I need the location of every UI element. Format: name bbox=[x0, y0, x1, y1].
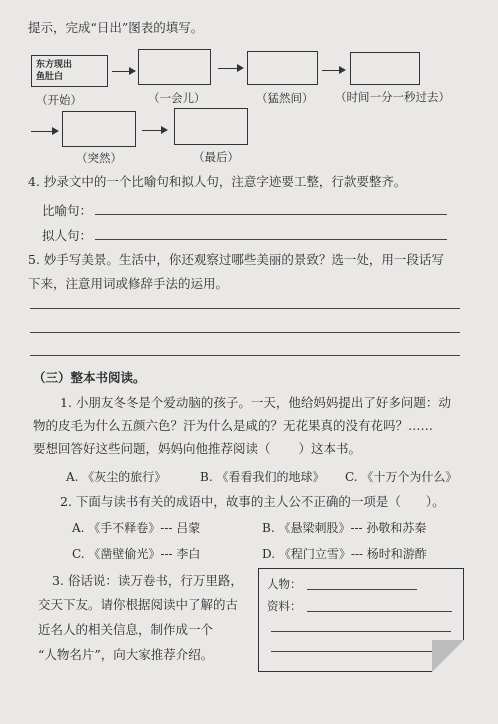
card-info-line[interactable] bbox=[271, 631, 451, 632]
s3-q2-stem: 2. 下面与读书有关的成语中，故事的主人公不正确的一项是（ ）。 bbox=[60, 494, 445, 509]
q4-personification-label: 拟人句： bbox=[42, 228, 93, 243]
q4-metaphor-answer-line[interactable] bbox=[95, 214, 447, 215]
flow-box-start-line2: 鱼肚白 bbox=[36, 72, 64, 82]
s3-q1-line3 bbox=[33, 441, 361, 457]
s3-q3-line1: 3. 俗话说：读万卷书，行万里路， bbox=[52, 573, 243, 588]
flow-box-2[interactable] bbox=[138, 49, 211, 85]
s3-q1-option-c[interactable]: C. 《十万个为什么》 bbox=[345, 470, 458, 484]
flow-box-3[interactable] bbox=[247, 51, 318, 85]
q5-line1: 5. 妙手写美景。生活中，你还观察过哪些美丽的景致？选一处，用一段话写 bbox=[28, 252, 444, 267]
flow-box-4[interactable] bbox=[350, 52, 420, 85]
s3-q2-option-c[interactable]: C. 《凿壁偷光》--- 李白 bbox=[72, 547, 201, 561]
card-person-label: 人物： bbox=[267, 577, 302, 591]
card-info-label: 资料： bbox=[267, 599, 302, 613]
flow-label-3: （猛然间） bbox=[256, 91, 314, 105]
s3-q2-option-a[interactable]: A. 《手不释卷》--- 吕蒙 bbox=[72, 521, 201, 535]
flow-arrow bbox=[112, 71, 134, 72]
s3-q1-option-b[interactable]: B. 《看看我们的地球》 bbox=[200, 470, 325, 484]
s3-q3-line3: 近名人的相关信息，制作成一个 bbox=[38, 622, 214, 637]
s3-q1-line3-a: 要想回答好这些问题，妈妈向他推荐阅读（ bbox=[33, 441, 271, 456]
flow-box-6[interactable] bbox=[174, 108, 248, 145]
flow-label-5: （突然） bbox=[76, 151, 122, 165]
flow-arrow bbox=[142, 130, 166, 131]
person-name-card bbox=[258, 568, 464, 672]
q5-answer-line[interactable] bbox=[30, 332, 460, 333]
s3-q1-option-a[interactable]: A. 《灰尘的旅行》 bbox=[66, 470, 167, 484]
q4-personification-answer-line[interactable] bbox=[95, 239, 447, 240]
flow-label-start: （开始） bbox=[36, 93, 82, 107]
s3-q2-option-b[interactable]: B. 《悬梁刺股》--- 孙敬和苏秦 bbox=[262, 521, 427, 535]
card-folded-corner bbox=[432, 640, 464, 672]
flow-label-2: （一会儿） bbox=[148, 91, 206, 105]
s3-q1-line2: 物的皮毛为什么五颜六色？汗为什么是咸的？无花果真的没有花吗？…… bbox=[33, 418, 434, 433]
q4-metaphor-label: 比喻句： bbox=[42, 203, 93, 218]
flow-label-6: （最后） bbox=[193, 150, 239, 164]
s3-q3-line4: “人物名片”，向大家推荐介绍。 bbox=[38, 647, 214, 662]
flow-box-5[interactable] bbox=[62, 111, 136, 147]
q4-title: 4. 抄录文中的一个比喻句和拟人句，注意字迹要工整，行款要整齐。 bbox=[28, 174, 407, 189]
s3-q3-line2: 交天下友。请你根据阅读中了解的古 bbox=[38, 597, 239, 612]
flow-arrow bbox=[322, 70, 344, 71]
q5-line2: 下来，注意用词或修辞手法的运用。 bbox=[28, 276, 229, 291]
s3-q1-line1: 1. 小朋友冬冬是个爱动脑的孩子。一天，他给妈妈提出了好多问题：动 bbox=[60, 395, 451, 410]
s3-q2-option-d[interactable]: D. 《程门立雪》--- 杨时和游酢 bbox=[262, 547, 427, 561]
flow-box-start-line1: 东方现出 bbox=[36, 60, 73, 70]
flow-arrow bbox=[31, 131, 57, 132]
card-person-line[interactable] bbox=[307, 589, 417, 590]
flow-label-4: （时间一分一秒过去） bbox=[335, 90, 450, 104]
q5-answer-line[interactable] bbox=[30, 355, 460, 356]
s3-q1-line3-b: ）这本书。 bbox=[298, 441, 362, 456]
card-info-line[interactable] bbox=[271, 651, 441, 652]
flow-box-start bbox=[31, 55, 108, 87]
intro-text: 提示，完成“日出”图表的填写。 bbox=[28, 20, 204, 35]
section3-title: （三）整本书阅读。 bbox=[33, 370, 146, 385]
flow-arrow bbox=[218, 68, 242, 69]
card-info-line[interactable] bbox=[307, 611, 452, 612]
q5-answer-line[interactable] bbox=[30, 308, 460, 309]
